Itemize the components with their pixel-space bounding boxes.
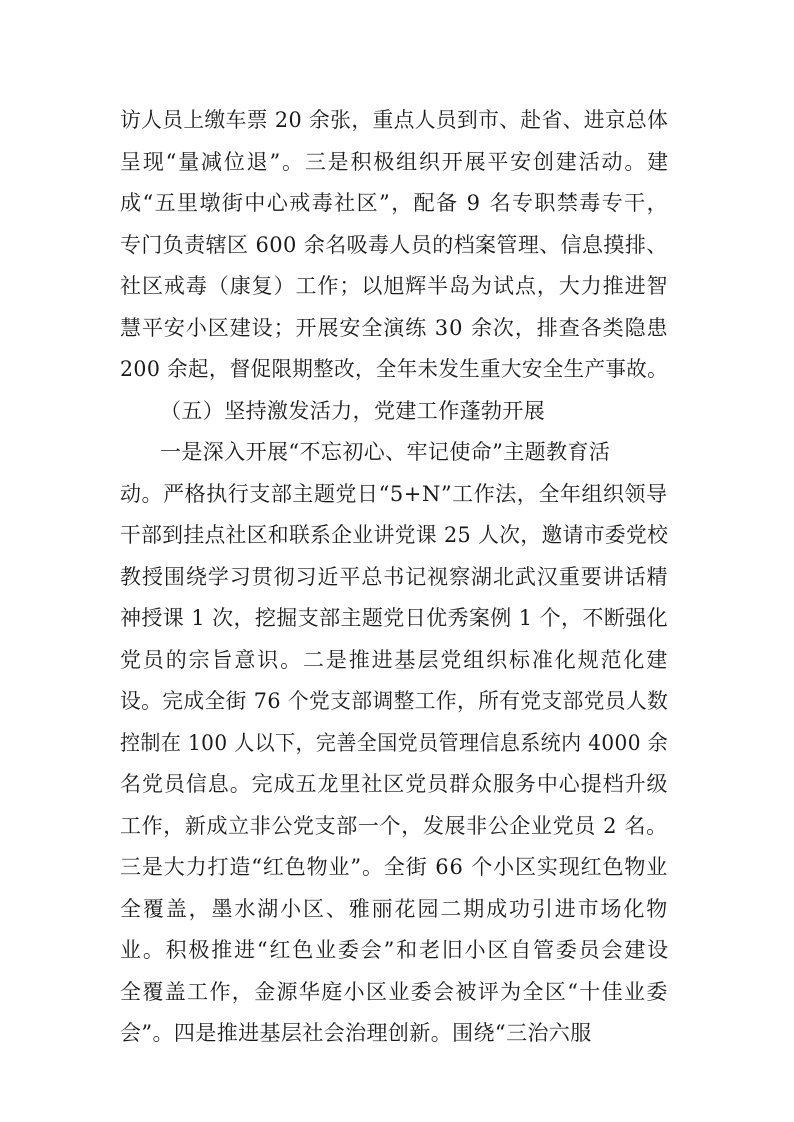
body-text-line: 动。严格执行支部主题党日“5+N”工作法，全年组织领导 bbox=[120, 482, 668, 506]
body-text-line: 业。积极推进“红色业委会”和老旧小区自管委员会建设 bbox=[120, 938, 670, 962]
body-text-line: 会”。四是推进基层社会治理创新。围绕“三治六服 bbox=[120, 1021, 592, 1045]
body-text-line: 访人员上缴车票 20 余张，重点人员到市、赴省、进京总体 bbox=[120, 108, 669, 132]
body-text-line: 成“五里墩街中心戒毒社区”，配备 9 名专职禁毒专干， bbox=[120, 191, 670, 215]
section-heading: （五）坚持激发活力，党建工作蓬勃开展 bbox=[160, 399, 546, 423]
body-text-line: 三是大力打造“红色物业”。全街 66 个小区实现红色物业 bbox=[120, 855, 669, 879]
body-text-line: 党员的宗旨意识。二是推进基层党组织标准化规范化建 bbox=[120, 648, 670, 672]
paragraph-first-line: 一是深入开展“不忘初心、牢记使命”主题教育活 bbox=[160, 440, 611, 464]
body-text-line: 专门负责辖区 600 余名吸毒人员的档案管理、信息摸排、 bbox=[120, 233, 668, 257]
body-text-line: 设。完成全街 76 个党支部调整工作，所有党支部党员人数 bbox=[120, 689, 669, 713]
body-text-line: 全覆盖工作，金源华庭小区业委会被评为全区“十佳业委 bbox=[120, 980, 669, 1004]
body-text-line: 教授围绕学习贯彻习近平总书记视察湖北武汉重要讲话精 bbox=[120, 565, 669, 589]
body-text-line: 工作，新成立非公党支部一个，发展非公企业党员 2 名。 bbox=[120, 814, 668, 838]
body-text-line: 神授课 1 次，挖掘支部主题党日优秀案例 1 个，不断强化 bbox=[120, 606, 669, 630]
body-text-line: 慧平安小区建设；开展安全演练 30 余次，排查各类隐患 bbox=[120, 316, 669, 340]
body-text-line: 社区戒毒（康复）工作；以旭辉半岛为试点，大力推进智 bbox=[120, 274, 669, 298]
body-text-line: 呈现“量减位退”。三是积极组织开展平安创建活动。建 bbox=[120, 150, 670, 174]
body-text-line: 200 余起，督促限期整改，全年未发生重大安全生产事故。 bbox=[120, 357, 668, 381]
body-text-line: 干部到挂点社区和联系企业讲党课 25 人次，邀请市委党校 bbox=[120, 523, 669, 547]
body-text-line: 全覆盖，墨水湖小区、雅丽花园二期成功引进市场化物 bbox=[120, 897, 670, 921]
body-text-line: 名党员信息。完成五龙里社区党员群众服务中心提档升级 bbox=[120, 772, 669, 796]
body-text-line: 控制在 100 人以下，完善全国党员管理信息系统内 4000 余 bbox=[120, 731, 669, 755]
